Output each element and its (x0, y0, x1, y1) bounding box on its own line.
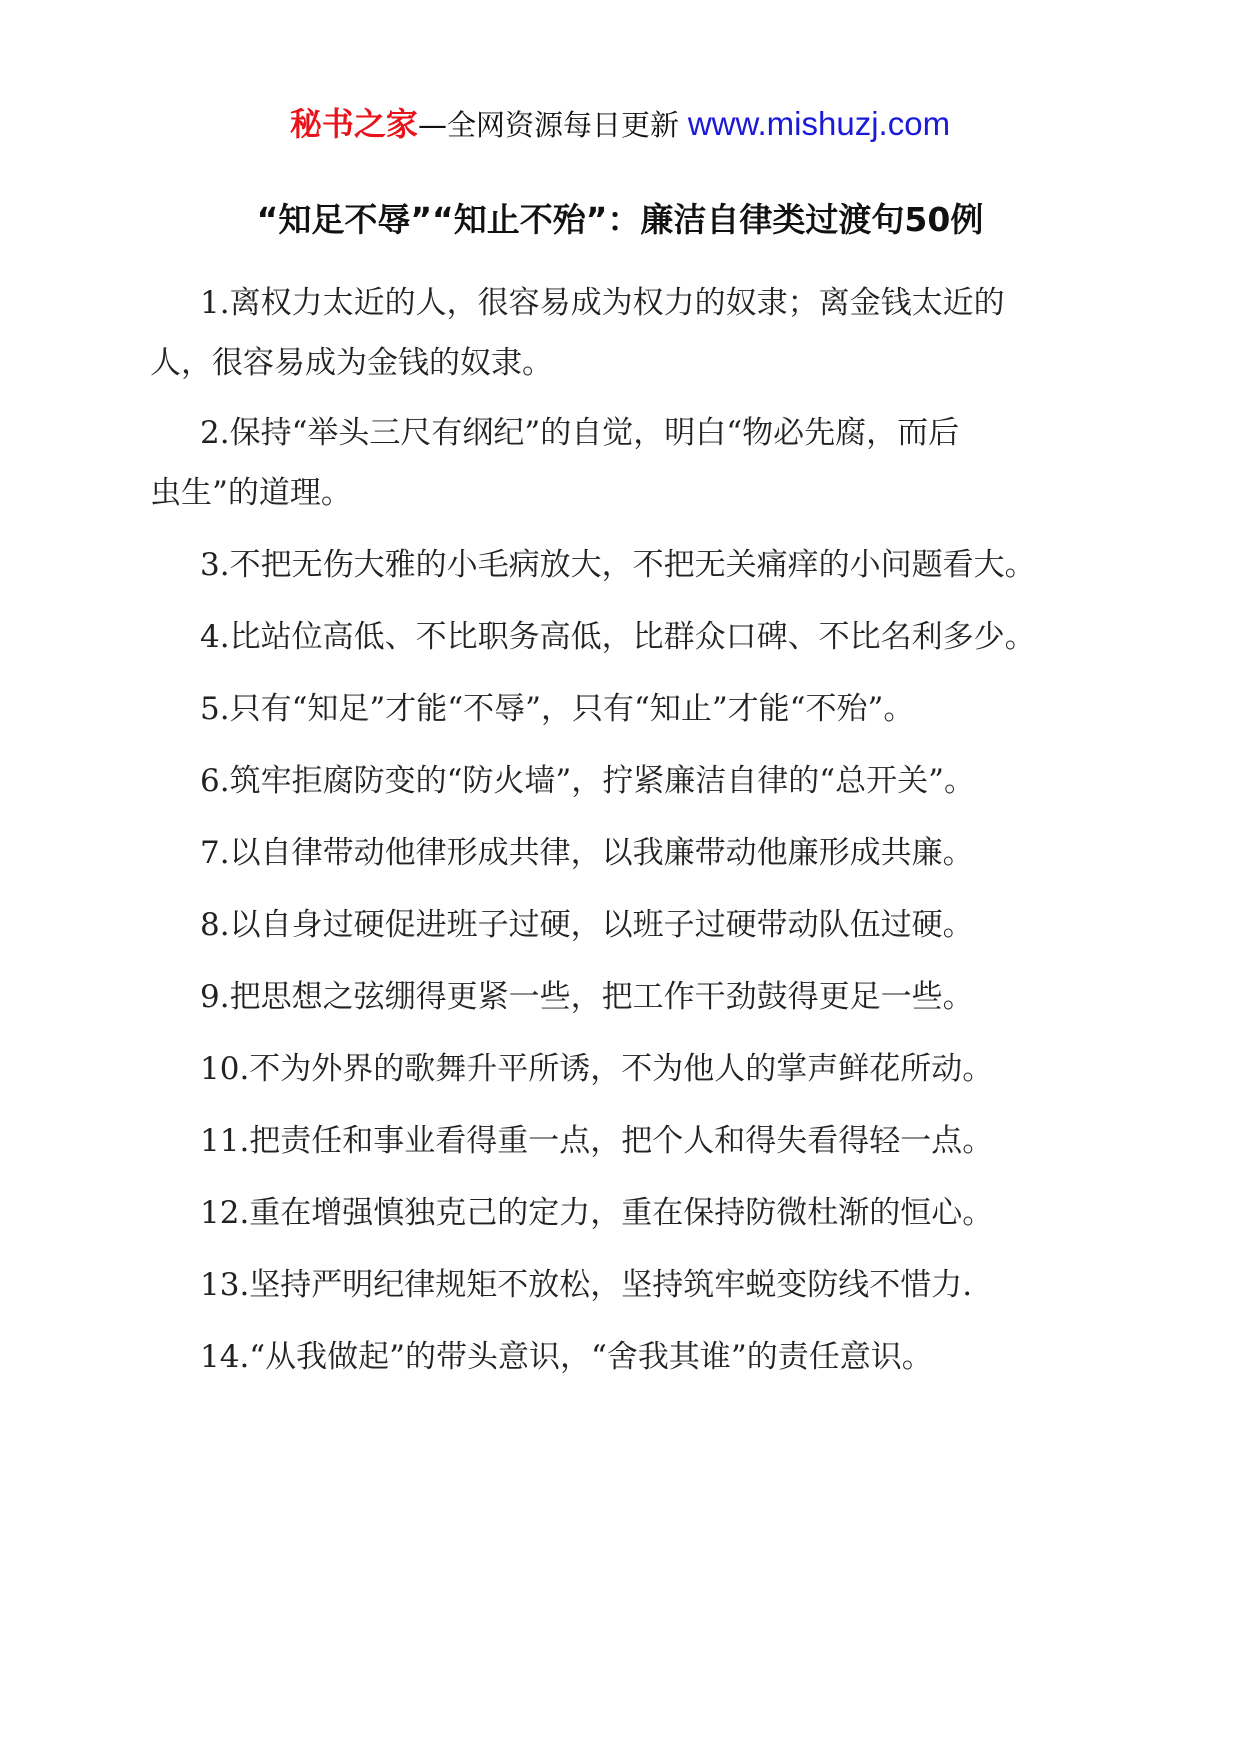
list-item-5: 5.只有“知足”才能“不辱”，只有“知止”才能“不殆”。 (200, 691, 915, 727)
site-header (0, 100, 1240, 149)
list-item-12: 12.重在增强慎独克己的定力，重在保持防微杜渐的恒心。 (200, 1195, 994, 1231)
site-brand: 秘书之家 (289, 105, 418, 143)
list-item-11: 11.把责任和事业看得重一点，把个人和得失看得轻一点。 (200, 1123, 994, 1159)
list-item-2-line-2: 虫生”的道理。 (150, 475, 352, 511)
list-item-14: 14.“从我做起”的带头意识，“舍我其谁”的责任意识。 (200, 1339, 933, 1375)
list-item-10: 10.不为外界的歌舞升平所诱，不为他人的掌声鲜花所动。 (200, 1051, 994, 1087)
site-url[interactable]: www.mishuzj.com (687, 105, 951, 142)
list-item-1-line-1: 1.离权力太近的人，很容易成为权力的奴隶；离金钱太近的 (200, 285, 1005, 321)
list-item-2-line-1: 2.保持“举头三尺有纲纪”的自觉，明白“物必先腐，而后 (200, 415, 960, 451)
list-item-7: 7.以自律带动他律形成共律，以我廉带动他廉形成共廉。 (200, 835, 974, 871)
list-item-3: 3.不把无伤大雅的小毛病放大，不把无关痛痒的小问题看大。 (200, 547, 1036, 583)
list-item-1-line-2: 人，很容易成为金钱的奴隶。 (150, 345, 553, 381)
document-title: “知足不辱”“知止不殆”：廉洁自律类过渡句50例 (256, 200, 984, 239)
list-item-9: 9.把思想之弦绷得更紧一些，把工作干劲鼓得更足一些。 (200, 979, 974, 1015)
list-item-8: 8.以自身过硬促进班子过硬，以班子过硬带动队伍过硬。 (200, 907, 974, 943)
list-item-4: 4.比站位高低、不比职务高低，比群众口碑、不比名利多少。 (200, 619, 1036, 655)
list-item-6: 6.筑牢拒腐防变的“防火墙”，拧紧廉洁自律的“总开关”。 (200, 763, 975, 799)
list-item-13: 13.坚持严明纪律规矩不放松，坚持筑牢蜕变防线不惜力. (200, 1267, 973, 1303)
site-slogan: —全网资源每日更新 (417, 108, 679, 142)
